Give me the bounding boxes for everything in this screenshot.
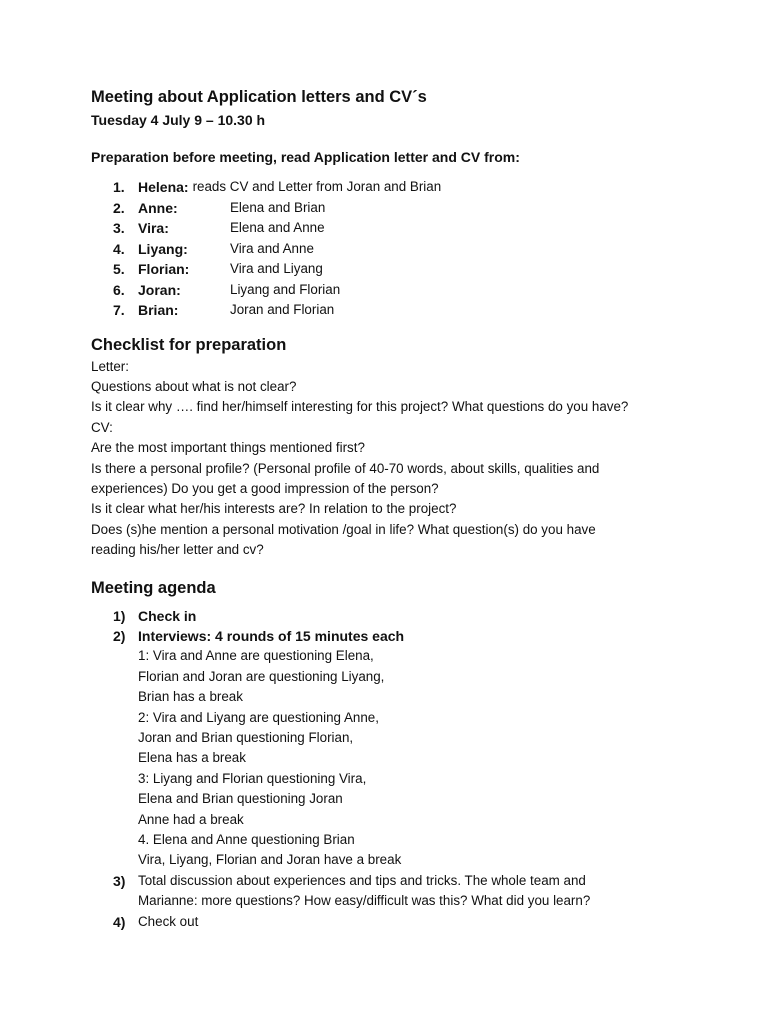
checklist-line: reading his/her letter and cv? (91, 542, 264, 558)
list-item (91, 259, 731, 280)
agenda-item-title: Check in (138, 607, 197, 624)
list-item (91, 300, 731, 321)
document-title: Meeting about Application letters and CV´s (91, 88, 427, 106)
agenda-line: Vira, Liyang, Florian and Joran have a break (138, 852, 402, 868)
document-page (91, 84, 731, 932)
list-number: 2. (113, 199, 125, 216)
agenda-item (91, 912, 731, 932)
list-item (91, 198, 731, 219)
agenda-line: Brian has a break (138, 689, 243, 705)
checklist-line: CV: (91, 419, 113, 435)
person-name: Brian: (138, 302, 179, 318)
agenda-number: 1) (113, 607, 126, 624)
assignment-text: reads CV and Letter from Joran and Brian (192, 179, 442, 194)
agenda-number: 2) (113, 627, 126, 644)
agenda-line: 1: Vira and Anne are questioning Elena, (138, 648, 374, 664)
assignment-text: Joran and Florian (230, 302, 335, 317)
agenda-line: Florian and Joran are questioning Liyang, (138, 668, 385, 684)
meeting-date: Tuesday 4 July 9 – 10.30 h (91, 112, 266, 128)
checklist-line: Does (s)he mention a personal motivation /goal in life? What question(s) do you have (91, 521, 596, 537)
list-number: 7. (113, 302, 125, 318)
assignment-text: Elena and Anne (230, 220, 325, 235)
checklist-line: experiences) Do you get a good impression of the person? (91, 480, 439, 496)
agenda-list (91, 606, 731, 933)
agenda-heading: Meeting agenda (91, 578, 216, 597)
person-name: Anne: (138, 199, 178, 216)
person-name: Vira: (138, 220, 169, 236)
person-name: Liyang: (138, 240, 188, 257)
agenda-item (91, 871, 731, 912)
list-item (91, 218, 731, 239)
assignment-text: Elena and Brian (230, 199, 326, 215)
list-item (91, 239, 731, 260)
checklist-line: Is it clear what her/his interests are? In relation to the project? (91, 501, 457, 517)
agenda-line: Total discussion about experiences and tips and tricks. The whole team and (138, 872, 586, 888)
checklist-line: Questions about what is not clear? (91, 378, 297, 394)
person-name: Florian: (138, 261, 190, 277)
assignment-text: Liyang and Florian (230, 281, 341, 297)
agenda-number: 4) (113, 913, 126, 930)
list-number: 4. (113, 240, 125, 257)
preparation-heading: Preparation before meeting, read Application letter and CV from: (91, 149, 520, 165)
list-number: 6. (113, 281, 125, 298)
agenda-item (91, 606, 731, 626)
agenda-line: Elena has a break (138, 750, 246, 766)
agenda-line: Marianne: more questions? How easy/difficult was this? What did you learn? (138, 893, 591, 909)
assignment-text: Vira and Anne (230, 240, 314, 256)
checklist-line: Is it clear why …. find her/himself interesting for this project? What questions do you have? (91, 399, 629, 415)
agenda-item (91, 626, 731, 871)
list-number: 3. (113, 220, 125, 236)
checklist-line: Are the most important things mentioned first? (91, 440, 365, 456)
checklist (91, 357, 731, 561)
checklist-line: Letter: (91, 358, 129, 374)
assignment-text: Vira and Liyang (230, 261, 323, 276)
agenda-line: Joran and Brian questioning Florian, (138, 730, 354, 745)
assignment-list (91, 177, 731, 321)
agenda-item-title: Interviews: 4 rounds of 15 minutes each (138, 627, 405, 644)
agenda-line: 4. Elena and Anne questioning Brian (138, 832, 355, 848)
list-item (91, 280, 731, 301)
agenda-line: 3: Liyang and Florian questioning Vira, (138, 770, 367, 786)
person-name: Joran: (138, 281, 181, 298)
agenda-number: 3) (113, 872, 126, 889)
agenda-line: Anne had a break (138, 811, 244, 827)
agenda-line: 2: Vira and Liyang are questioning Anne, (138, 709, 379, 725)
checklist-heading: Checklist for preparation (91, 335, 287, 354)
list-number: 1. (113, 179, 125, 195)
checklist-line: Is there a personal profile? (Personal profile of 40-70 words, about skills, qualities and (91, 460, 600, 476)
agenda-line: Check out (138, 913, 199, 929)
person-name: Helena: (138, 179, 189, 195)
list-item (91, 177, 731, 198)
list-number: 5. (113, 261, 125, 277)
agenda-line: Elena and Brian questioning Joran (138, 791, 343, 807)
